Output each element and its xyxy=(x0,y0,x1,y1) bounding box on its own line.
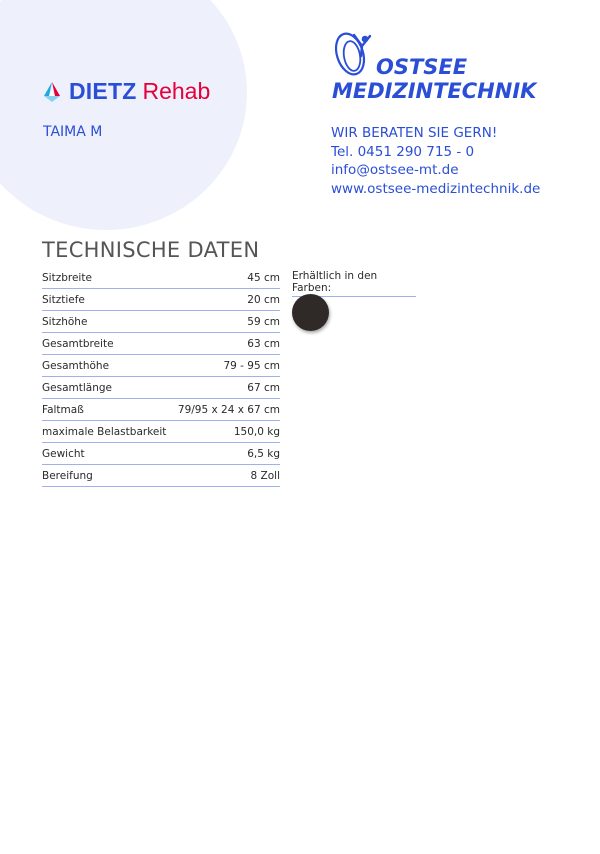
brand-name: DIETZ xyxy=(69,78,137,104)
section-title: TECHNISCHE DATEN xyxy=(42,238,260,262)
spec-row xyxy=(42,378,280,399)
spec-value: 67 cm xyxy=(247,381,280,394)
spec-value: 59 cm xyxy=(247,315,280,328)
contact-website[interactable]: www.ostsee-medizintechnik.de xyxy=(331,180,541,197)
spec-label: Faltmaß xyxy=(42,403,84,416)
spec-row xyxy=(42,356,280,377)
color-swatch xyxy=(292,294,329,331)
spec-label: Gewicht xyxy=(42,447,85,460)
spec-value: 45 cm xyxy=(247,271,280,284)
spec-row xyxy=(42,290,280,311)
spec-row xyxy=(42,466,280,487)
spec-value: 8 Zoll xyxy=(250,469,280,482)
spec-label: maximale Belastbarkeit xyxy=(42,425,167,438)
dietz-logo-icon xyxy=(40,80,64,104)
spec-label: Gesamthöhe xyxy=(42,359,110,372)
spec-row xyxy=(42,334,280,355)
ostsee-subname: MEDIZINTECHNIK xyxy=(332,79,537,103)
contact-email[interactable]: info@ostsee-mt.de xyxy=(331,162,459,178)
background-circle xyxy=(0,0,247,230)
spec-value: 6,5 kg xyxy=(247,447,280,460)
spec-value: 20 cm xyxy=(247,293,280,306)
spec-row xyxy=(42,312,280,333)
brand-sub: Rehab xyxy=(142,78,211,104)
spec-row xyxy=(42,422,280,443)
spec-label: Sitzhöhe xyxy=(42,315,88,328)
spec-label: Sitztiefe xyxy=(42,293,85,306)
colors-label: Erhältlich in den Farben: xyxy=(292,270,416,297)
spec-label: Gesamtbreite xyxy=(42,337,114,350)
spec-row xyxy=(42,400,280,421)
spec-row xyxy=(42,444,280,465)
person-swirl-icon xyxy=(332,28,380,78)
dietz-rehab-logo xyxy=(40,78,210,105)
ostsee-name: OSTSEE xyxy=(376,55,468,79)
contact-block xyxy=(331,124,540,198)
spec-table xyxy=(42,268,280,488)
spec-value: 63 cm xyxy=(247,337,280,350)
spec-label: Gesamtlänge xyxy=(42,381,112,394)
spec-row xyxy=(42,268,280,289)
spec-label: Bereifung xyxy=(42,469,93,482)
contact-tagline: WIR BERATEN SIE GERN! xyxy=(331,125,498,141)
product-name: TAIMA M xyxy=(43,124,103,140)
contact-phone: Tel. 0451 290 715 - 0 xyxy=(331,143,475,160)
spec-value: 150,0 kg xyxy=(233,425,280,438)
spec-label: Sitzbreite xyxy=(42,271,92,284)
spec-value: 79/95 x 24 x 67 cm xyxy=(177,403,280,416)
spec-value: 79 - 95 cm xyxy=(223,359,280,372)
